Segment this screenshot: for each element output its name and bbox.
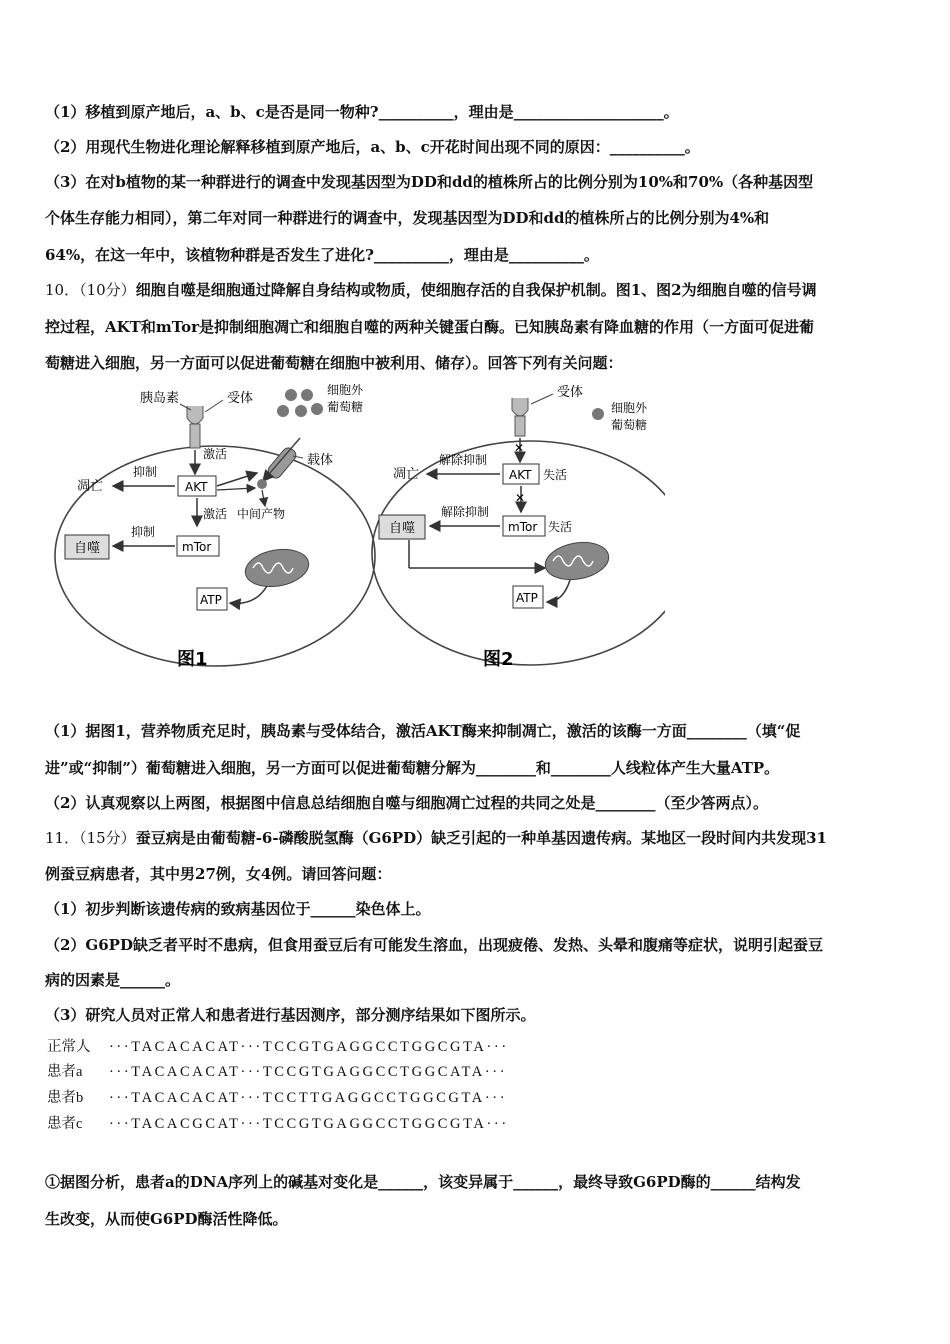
line-q11-2a: （2）G6PD缺乏者平时不患病，但食用蚕豆后有可能发生溶血，出现疲倦、发热、头晕和腹痛等症状，说明引起蚕豆 xyxy=(45,936,823,954)
label-intermediate: 中间产物 xyxy=(237,507,286,521)
mitochondrion-fig2 xyxy=(542,538,611,585)
line-q10-a xyxy=(45,280,910,300)
line-q10-b: 控过程，AKT和mTor是抑制细胞凋亡和细胞自噬的两种关键蛋白酶。已知胰岛素有降血糖的作用（一方面可促进葡 xyxy=(45,318,815,336)
receptor-fig1 xyxy=(187,406,203,448)
line-q11-2b: 病的因素是______。 xyxy=(45,971,181,989)
line-q11-a xyxy=(45,828,910,848)
q11-number: 11．（15分） xyxy=(45,829,136,847)
label-receptor-fig2: 受体 xyxy=(557,385,584,400)
line-q11-b: 例蚕豆病患者，其中男27例，女4例。请回答问题： xyxy=(45,865,392,883)
sequence-label: 患者c xyxy=(47,1116,83,1132)
line-q11-1: （1）初步判断该遗传病的致病基因位于______染色体上。 xyxy=(45,900,431,918)
q11-text-a: 蚕豆病是由葡萄糖-6-磷酸脱氢酶（G6PD）缺乏引起的一种单基因遗传病。某地区一段时间内共发现31 xyxy=(135,829,827,847)
label-glucose-outside-fig2-2: 葡萄糖 xyxy=(611,418,648,432)
line-q10-1a: （1）据图1，营养物质充足时，胰岛素与受体结合，激活AKT酶来抑制凋亡，激活的该酶一方面________（填“促 xyxy=(45,722,801,740)
label-glucose-outside-fig2-1: 细胞外 xyxy=(611,401,648,415)
label-deactivated-2: 失活 xyxy=(548,520,573,534)
sequence-label: 正常人 xyxy=(47,1039,91,1055)
line-q9-3a: （3）在对b植物的某一种群进行的调查中发现基因型为DD和dd的植株所占的比例分别为10%和70%（各种基因型 xyxy=(45,173,814,191)
line-q9-3c: 64%，在这一年中，该植物种群是否发生了进化?__________，理由是__________。 xyxy=(45,246,599,264)
sequence-text: ···TACACACAT···TCCGTGAGGCCTGGCGTA··· xyxy=(109,1039,509,1055)
label-activate-2: 激活 xyxy=(203,507,228,521)
sequence-label: 患者a xyxy=(47,1064,83,1080)
label-glucose-outside-1: 细胞外 xyxy=(327,383,364,397)
q10-text-a: 细胞自噬是细胞通过降解自身结构或物质，使细胞存活的自我保护机制。图1、图2为细胞自噬的信号调 xyxy=(135,281,817,299)
receptor-fig2 xyxy=(512,398,528,436)
label-insulin: 胰岛素 xyxy=(140,391,180,406)
label-autophagy-fig1: 自噬 xyxy=(74,541,101,556)
label-autophagy-fig2: 自噬 xyxy=(389,521,416,536)
label-release-2: 解除抑制 xyxy=(441,505,490,519)
label-inhibit-1: 抑制 xyxy=(133,465,158,479)
label-apoptosis-fig2: 凋亡 xyxy=(393,467,420,482)
label-mtor-fig2: mTor xyxy=(508,520,538,534)
line-q9-2: （2）用现代生物进化理论解释移植到原产地后，a、b、c开花时间出现不同的原因：__________。 xyxy=(45,138,700,156)
cross-1: ✕ xyxy=(514,441,525,455)
label-akt-fig2: AKT xyxy=(509,468,532,482)
label-inhibit-2: 抑制 xyxy=(131,525,156,539)
line-q10-c: 萄糖进入细胞，另一方面可以促进葡萄糖在细胞中被利用、储存）。回答下列有关问题： xyxy=(45,354,623,372)
line-q11-3: （3）研究人员对正常人和患者进行基因测序，部分测序结果如下图所示。 xyxy=(45,1006,536,1024)
glucose-dot-fig2 xyxy=(592,408,604,420)
sequence-row-patient-c xyxy=(47,1114,509,1134)
glucose-dots-fig1 xyxy=(277,389,323,417)
carrier-protein xyxy=(263,438,300,481)
line-q10-2: （2）认真观察以上两图，根据图中信息总结细胞自噬与细胞凋亡过程的共同之处是________（至少答两点）。 xyxy=(45,794,768,812)
sequence-label: 患者b xyxy=(47,1090,84,1106)
label-glucose-outside-2: 葡萄糖 xyxy=(327,400,364,414)
figure-autophagy-signaling xyxy=(45,378,665,678)
label-receptor-fig1: 受体 xyxy=(227,391,254,406)
label-release-1: 解除抑制 xyxy=(439,453,488,467)
sequence-row-patient-b xyxy=(47,1088,507,1108)
label-akt-fig1: AKT xyxy=(185,480,208,494)
label-deactivated-1: 失活 xyxy=(543,468,568,482)
label-atp-fig2: ATP xyxy=(516,591,538,605)
line-q9-3b: 个体生存能力相同），第二年对同一种群进行的调查中，发现基因型为DD和dd的植株所占的比例分别为4%和 xyxy=(45,209,770,227)
cross-2: ✕ xyxy=(515,491,526,505)
label-activate-1: 激活 xyxy=(203,447,228,461)
label-mtor-fig1: mTor xyxy=(182,540,212,554)
sequence-text: ···TACACACAT···TCCGTGAGGCCTGGCATA··· xyxy=(109,1064,508,1080)
line-q10-1b: 进”或“抑制”）葡萄糖进入细胞，另一方面可以促进葡萄糖分解为________和________人线粒体产生大量ATP。 xyxy=(45,759,780,777)
label-apoptosis-fig1: 凋亡 xyxy=(77,479,104,494)
glucose-in-cell xyxy=(257,479,267,489)
line-q11-c1b: 生改变，从而使G6PD酶活性降低。 xyxy=(45,1210,288,1228)
line-q11-c1a: ①据图分析，患者a的DNA序列上的碱基对变化是______，该变异属于______，最终导致G6PD酶的______结构发 xyxy=(45,1173,801,1191)
sequence-text: ···TACACACAT···TCCTTGAGGCCTGGCGTA··· xyxy=(109,1090,508,1106)
sequence-row-patient-a xyxy=(47,1062,507,1082)
sequence-text: ···TACACGCAT···TCCGTGAGGCCTGGCGTA··· xyxy=(109,1116,509,1132)
sequence-row-normal xyxy=(47,1037,509,1057)
mitochondrion-fig1 xyxy=(242,545,311,592)
q10-number: 10．（10分） xyxy=(45,281,136,299)
caption-fig2: 图2 xyxy=(483,649,514,670)
line-q9-1: （1）移植到原产地后，a、b、c是否是同一物种?__________，理由是____________________。 xyxy=(45,103,679,121)
label-carrier: 载体 xyxy=(307,453,334,468)
caption-fig1: 图1 xyxy=(177,649,208,670)
label-atp-fig1: ATP xyxy=(200,593,222,607)
